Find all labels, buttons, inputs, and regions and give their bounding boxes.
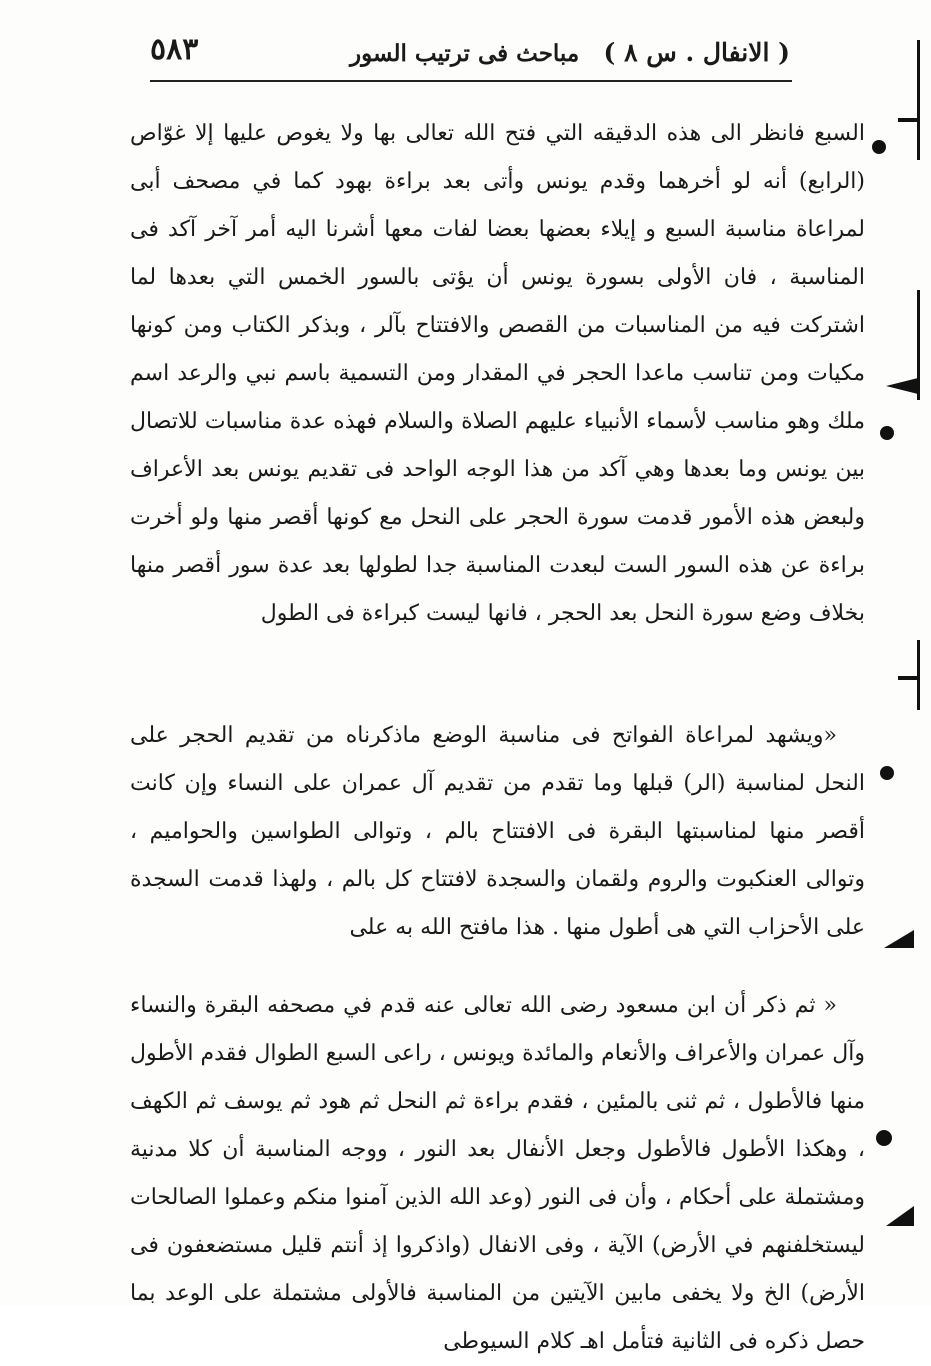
wedge-mark <box>884 930 914 948</box>
bracket-mark <box>917 40 920 160</box>
wedge-mark <box>886 378 918 394</box>
header-rule <box>150 80 792 82</box>
bracket-mark <box>898 676 920 680</box>
dot-mark <box>872 140 886 154</box>
dot-mark <box>880 426 894 440</box>
bracket-mark <box>898 118 920 122</box>
page-header <box>150 30 790 78</box>
running-title: مباحث فى ترتيب السور <box>350 40 580 67</box>
page-body <box>130 110 865 1366</box>
dot-mark <box>880 766 894 780</box>
wedge-mark <box>886 1206 914 1226</box>
fleuron-mark <box>876 1130 892 1146</box>
paragraph-2: «ويشهد لمراعاة الفواتح فى مناسبة الوضع ماذكرناه من تقديم الحجر على النحل لمناسبة (الر) قبلها وما تقدم من تقديم آل عمران على النساء وإن كانت أقصر منها لمناسبتها البقرة فى الافتتاح بالم ، وتوالى الطواسين والحواميم ، وتوالى العنكبوت والروم ولقمان والسجدة لافتتاح كل بالم ، ولهذا قدمت السجدة على الأحزاب التي هى أطول منها . هذا مافتح الله به على <box>130 723 865 940</box>
paragraph-3: « ثم ذكر أن ابن مسعود رضى الله تعالى عنه قدم في مصحفه البقرة والنساء وآل عمران والأعراف والأنعام والمائدة ويونس ، راعى السبع الطوال فقدم الأطول منها فالأطول ، ثم ثنى بالمئين ، فقدم براءة ثم النحل ثم هود ثم يوسف ثم الكهف ، وهكذا الأطول فالأطول وجعل الأنفال بعد النور ، ووجه المناسبة أن كلا مدنية ومشتملة على أحكام ، وأن فى النور (وعد الله الذين آمنوا منكم وعملوا الصالحات ليستخلفنهم في الأرض) الآية ، وفى الانفال (واذكروا إذ أنتم قليل مستضعفون فى الأرض) الخ ولا يخفى مابين الآيتين من المناسبة فالأولى مشتملة على الوعد بما حصل ذكره فى الثانية فتأمل اهـ كلام السيوطى <box>130 993 866 1354</box>
section-reference: ( الانفال . س ٨ ) <box>603 38 790 67</box>
page-number: ٥٨٣ <box>150 32 199 67</box>
paragraph-1: السبع فانظر الى هذه الدقيقه التي فتح الله تعالى بها ولا يغوص عليها إلا غوّاص (الرابع) أنه لو أخرهما وقدم يونس وأتى بعد براءة بهود كما في مصحف أبى لمراعاة مناسبة السبع و إيلاء بعضها بعضا لفات معها أشرنا اليه أمر آخر آكد فى المناسبة ، فان الأولى بسورة يونس أن يؤتى بالسور الخمس التي بعدها لما اشتركت فيه من المناسبات من القصص والافتتاح بآلر ، وبذكر الكتاب ومن كونها مكيات ومن تناسب ماعدا الحجر في المقدار ومن التسمية باسم نبي والرعد اسم ملك وهو مناسب لأسماء الأنبياء عليهم الصلاة والسلام فهذه عدة مناسبات للاتصال بين يونس وما بعدها وهي آكد من هذا الوجه الواحد فى تقديم يونس بعد الأعراف ولبعض هذه الأمور قدمت سورة الحجر على النحل مع كونها أقصر منها ولو أخرت براءة عن هذه السور الست لبعدت المناسبة جدا لطولها بعد عدة سور أقصر منها بخلاف وضع سورة النحل بعد الحجر ، فانها ليست كبراءة فى الطول <box>130 121 865 626</box>
bracket-mark <box>917 640 920 710</box>
